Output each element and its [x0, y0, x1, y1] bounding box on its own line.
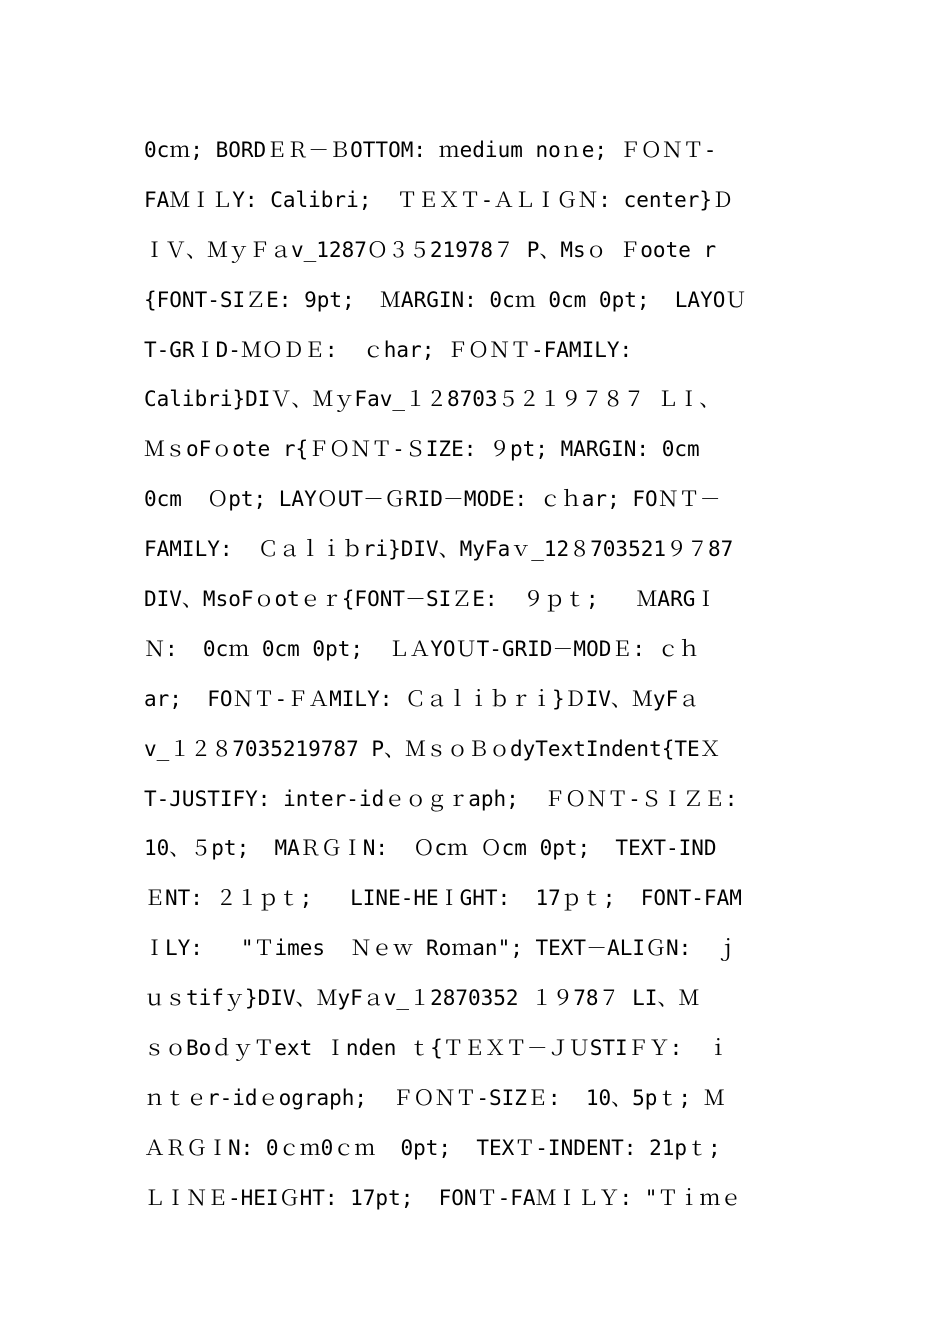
text-line: ＩLY: "Ｔimes Ｎｅｗ Roｍan"; TEXT－ALIＧN: ｊ [144, 936, 738, 961]
text-line: T-GRＩD-ＭＯＤＥ: ｃhar; ＦＯＮＴ-FAMILY: [144, 337, 633, 362]
text-line: Calibri}DIＶ、ＭｙFav_１２8703５２１９７８７ ＬＩ、 [144, 387, 721, 412]
text-line: ＬＩＮＥ-HEIＧHT: 17pt; FONＴ-FAＭＩＬＹ: "Ｔｉｍｅ [144, 1185, 742, 1210]
text-line: 0cｍ; BORDＥＲ－ＢOTTOM: ｍedium noｎe; ＦＯＮＴ- [144, 138, 717, 162]
text-line: 0cm Ｏpt; LAYＯUT－ＧRID－MODE: ｃｈar; FOＮＴ－ [144, 487, 721, 512]
document-body [144, 132, 814, 1230]
text-line: ar; FOＮＴ-ＦＡMILY: Ｃａｌｉｂｒｉ}ＤIV、ＭyFａ [144, 686, 700, 711]
text-line: ｎｔｅr-idｅograph; ＦＯＮＴ-SIZＥ: 10、5pｔ; Ｍ [144, 1085, 725, 1110]
text-line: DIV、MsoFｏotｅｒ{FONT－SIＺE: ９ｐｔ; ＭARGＩ [144, 587, 717, 612]
text-line: Ｎ: 0cｍ 0cm 0pt; ＬＡYOＵT-GRID－MODＥ: ｃｈ [144, 636, 700, 661]
text-line: FAMILY: Ｃａｌｉｂri}DIV、MyFaｖ_12８703521９７87 [144, 537, 734, 562]
text-line: 10、５pt; MAＲＧＩN: Ｏcｍ Ｏcm 0pt; TEXT-IND [144, 836, 717, 861]
text-line: ＩＶ、ＭｙＦａv_1287Ｏ３５21978７ P、Msｏ Ｆoote r [144, 237, 717, 262]
text-line: ＭｓoFｏote r{ＦＯＮＴ-ＳIZE: ９pt; MARGIN: 0cm [144, 437, 700, 462]
text-line: FAＭＩＬY: Calibri; ＴＥＸＴ-ＡＬＩＧＮ: center}Ｄ [144, 187, 734, 212]
text-line: T-JUSTIFY: inter-idｅｏｇｒaph; ＦＯＮＴ-ＳＩＺＥ: [144, 786, 738, 811]
text-line: ｓｏBoｄｙＴext Ｉnden ｔ{ＴＥＸＴ－ＪＵSTIＦＹ: ｉ [144, 1036, 729, 1061]
text-line: v_１２８7035219787 P、ＭｓｏＢｏdyTextIndent{TEＸ [144, 736, 721, 761]
text-line: ｕｓtifｙ}DIV、ＭyFａv_１2870352 １９78７ LI、Ｍ [144, 986, 700, 1011]
text-line: ＡＲＧＩN: 0ｃｍ0ｃｍ 0pt; TEXＴ-INDENT: 21pｔ; [144, 1135, 721, 1160]
text-line: ＥNT: ２１ｐｔ; LINE-HEＩGHT: 17ｐｔ; FONT-FAM [144, 886, 742, 911]
text-line: {FONT-SIＺE: 9pt; ＭARGIN: 0cｍ 0cm 0pt; LAYOＵ [144, 287, 747, 312]
